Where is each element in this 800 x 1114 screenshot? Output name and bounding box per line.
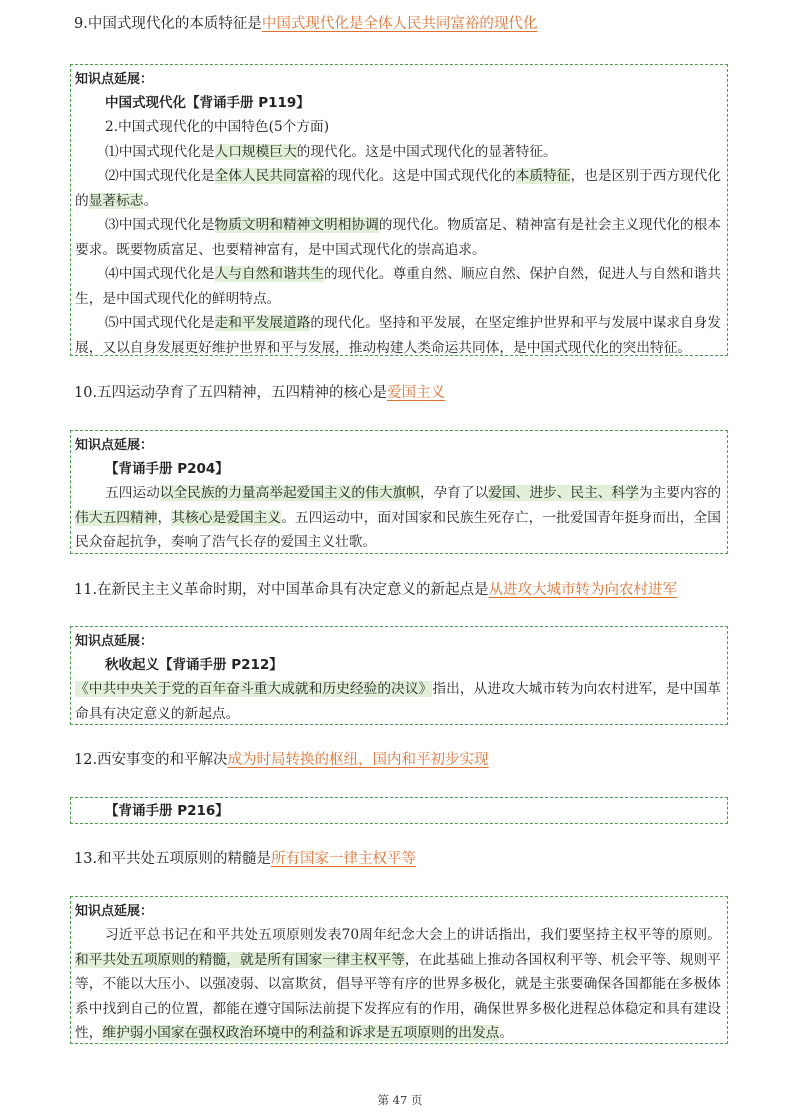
knowledge-paragraph: 习近平总书记在和平共处五项原则发表70周年纪念大会上的讲话指出，我们要坚持主权平等的原则。和平共处五项原则的精髓，就是所有国家一律主权平等，在此基础上推动各国权利平等、机会平等、规则平等，不能以大压小、以强凌弱、以富欺贫，倡导平等有序的世界多极化，就是主张要确保各国都能在多极体系中找到自己的位置，都能在遵守国际法前提下发挥应有的作用，确保世界多极化进程总体稳定和具有建设性，维护弱小国家在强权政治环境中的利益和诉求是五项原则的出发点。 [75, 927, 721, 1041]
page-number: 第 47 页 [377, 1093, 423, 1107]
knowledge-paragraph: 《中共中央关于党的百年奋斗重大成就和历史经验的决议》指出，从进攻大城市转为向农村进军，是中国革命具有决定意义的新起点。 [75, 681, 721, 722]
knowledge-paragraph: ⑴中国式现代化是人口规模巨大的现代化。这是中国式现代化的显著特征。 [105, 143, 557, 160]
question-11-text: 11.在新民主主义革命时期，对中国革命具有决定意义的新起点是 [74, 582, 489, 598]
knowledge-subheading: 【背诵手册 P204】 [105, 461, 229, 477]
question-12 [74, 750, 489, 770]
knowledge-subheading: 中国式现代化【背诵手册 P119】 [105, 95, 310, 111]
knowledge-box-11 [70, 626, 728, 725]
knowledge-heading: 知识点延展： [75, 72, 154, 87]
knowledge-box-13 [70, 896, 728, 1044]
knowledge-paragraph: ⑸中国式现代化是走和平发展道路的现代化。坚持和平发展，在坚定维护世界和平与发展中谋求自身发展，又以自身发展更好维护世界和平与发展，推动构建人类命运共同体，是中国式现代化的突出特征。 [75, 315, 721, 356]
knowledge-heading: 知识点延展： [75, 438, 154, 453]
knowledge-heading: 知识点延展： [75, 904, 154, 919]
knowledge-box-12 [70, 797, 728, 824]
knowledge-paragraph: 五四运动以全民族的力量高举起爱国主义的伟大旗帜，孕育了以爱国、进步、民主、科学为主要内容的伟大五四精神，其核心是爱国主义。五四运动中，面对国家和民族生死存亡，一批爱国青年挺身而出，全国民众奋起抗争，奏响了浩气长存的爱国主义壮歌。 [75, 485, 722, 550]
question-13-answer: 所有国家一律主权平等 [271, 851, 417, 867]
knowledge-subheading: 秋收起义【背诵手册 P212】 [105, 657, 283, 673]
knowledge-paragraph: ⑷中国式现代化是人与自然和谐共生的现代化。尊重自然、顺应自然、保护自然，促进人与自然和谐共生，是中国式现代化的鲜明特点。 [75, 266, 721, 307]
knowledge-intro: 2.中国式现代化的中国特色(5个方面) [105, 119, 330, 135]
question-13-text: 13.和平共处五项原则的精髓是 [74, 851, 272, 867]
knowledge-paragraph: ⑵中国式现代化是全体人民共同富裕的现代化。这是中国式现代化的本质特征，也是区别于西方现代化的显著标志。 [75, 168, 722, 209]
question-9-text: 9.中国式现代化的本质特征是 [74, 16, 262, 32]
knowledge-paragraph: ⑶中国式现代化是物质文明和精神文明相协调的现代化。物质富足、精神富有是社会主义现代化的根本要求。既要物质富足、也要精神富有，是中国式现代化的崇高追求。 [75, 217, 721, 258]
knowledge-heading: 知识点延展： [75, 634, 154, 649]
question-11 [74, 580, 677, 600]
question-10-text: 10.五四运动孕育了五四精神，五四精神的核心是 [74, 385, 388, 401]
question-9 [74, 14, 537, 34]
question-9-answer: 中国式现代化是全体人民共同富裕的现代化 [261, 16, 538, 32]
knowledge-box-10 [70, 430, 728, 554]
knowledge-subheading: 【背诵手册 P216】 [105, 803, 229, 819]
knowledge-box-9 [70, 64, 728, 356]
question-10-answer: 爱国主义 [387, 385, 446, 401]
question-11-answer: 从进攻大城市转为向农村进军 [488, 582, 678, 598]
question-13 [74, 849, 416, 869]
question-12-text: 12.西安事变的和平解决 [74, 752, 228, 768]
question-10 [74, 383, 445, 403]
question-12-answer: 成为时局转换的枢纽，国内和平初步实现 [227, 752, 489, 768]
